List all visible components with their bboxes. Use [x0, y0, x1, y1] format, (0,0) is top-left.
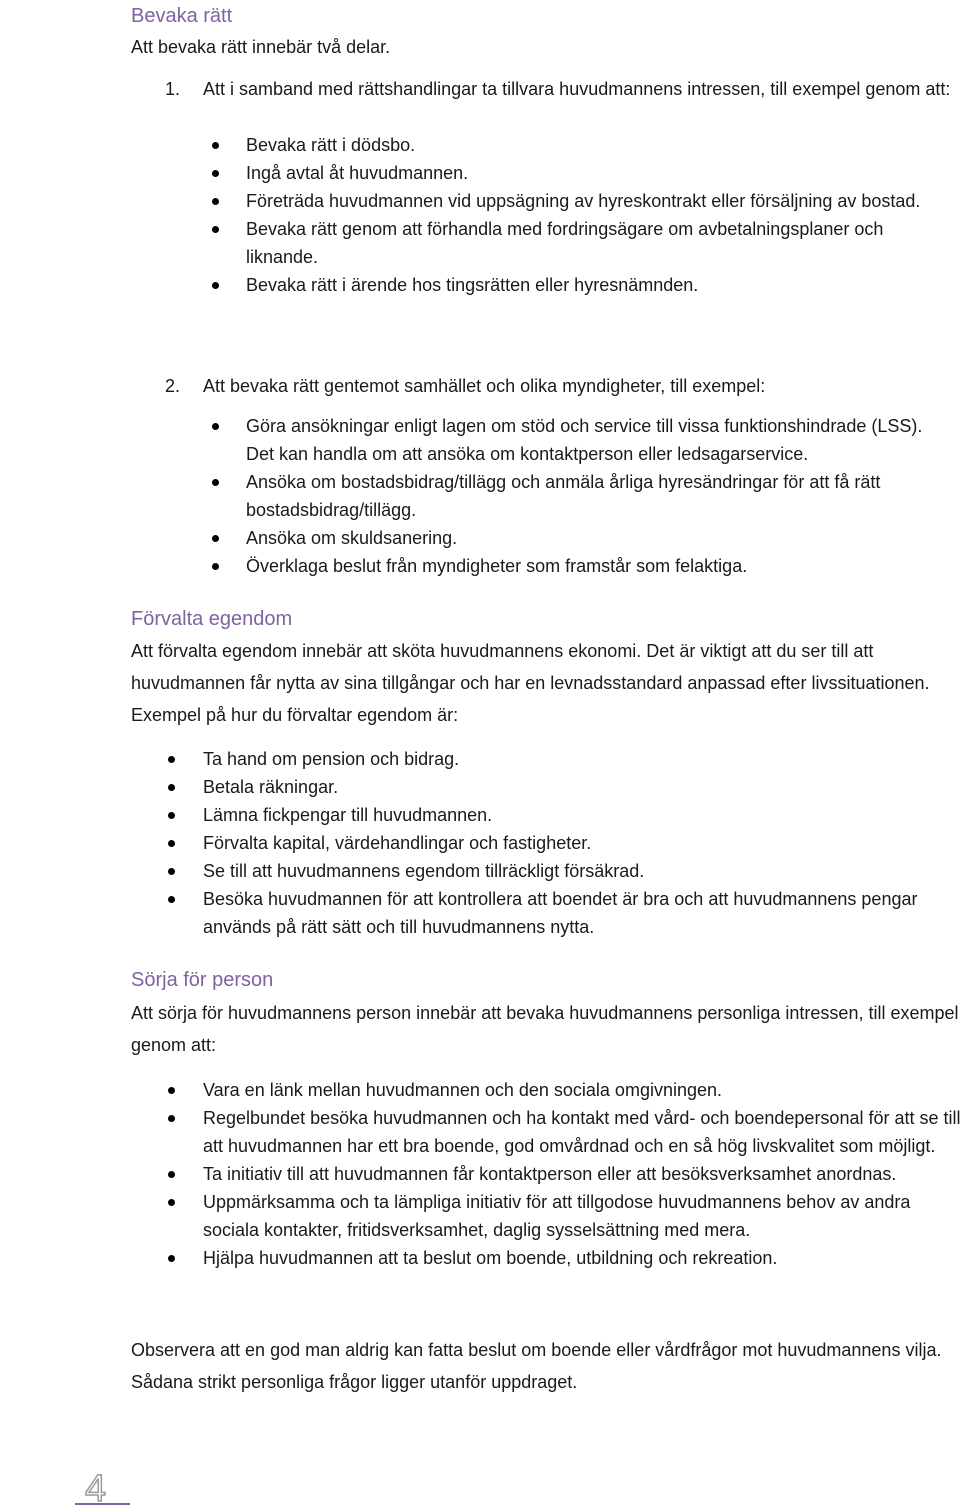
list-item: Betala räkningar.: [0, 773, 960, 801]
bullet-icon: [168, 840, 175, 847]
bullet-icon: [168, 896, 175, 903]
page-number: 4: [85, 1468, 107, 1506]
list-item: Överklaga beslut från myndigheter som framstår som felaktiga.: [0, 552, 951, 580]
list-item: Förvalta kapital, värdehandlingar och fastigheter.: [0, 829, 960, 857]
bullet-icon: [168, 1199, 175, 1206]
bullet-list: [0, 1076, 960, 1272]
section-heading-sorja-for-person: Sörja för person: [131, 969, 274, 991]
closing-note: Observera att en god man aldrig kan fatta beslut om boende eller vårdfrågor mot huvudmannens vilja. Sådana strikt personliga frågor ligger utanför uppdraget.: [131, 1340, 942, 1392]
item-number: 2.: [165, 376, 181, 396]
bullet-icon: [212, 423, 219, 430]
bullet-icon: [168, 1255, 175, 1262]
list-item: Lämna fickpengar till huvudmannen.: [0, 801, 960, 829]
section-heading-bevaka-ratt: Bevaka rätt: [131, 5, 233, 27]
bullet-icon: [212, 142, 219, 149]
section-heading-forvalta-egendom: Förvalta egendom: [131, 608, 293, 630]
list-item: Bevaka rätt genom att förhandla med fordringsägare om avbetalningsplaner och liknande.: [0, 215, 951, 271]
item-text: Att i samband med rättshandlingar ta tillvara huvudmannens intressen, till exempel genom att:: [203, 79, 951, 99]
section-intro: Att sörja för huvudmannens person innebär att bevaka huvudmannens personliga intressen, till exempel genom att:: [131, 1003, 959, 1055]
bullet-icon: [168, 868, 175, 875]
bullet-icon: [168, 1087, 175, 1094]
bullet-icon: [168, 1115, 175, 1122]
bullet-icon: [212, 479, 219, 486]
page-number-icon: [75, 1468, 135, 1506]
list-item: Bevaka rätt i ärende hos tingsrätten eller hyresnämnden.: [0, 271, 951, 299]
bullet-list: [0, 131, 951, 299]
bullet-icon: [168, 784, 175, 791]
item-text: Att bevaka rätt gentemot samhället och olika myndigheter, till exempel:: [203, 376, 766, 396]
bullet-icon: [168, 1171, 175, 1178]
list-item: Göra ansökningar enligt lagen om stöd och service till vissa funktionshindrade (LSS). Det kan handla om att ansöka om kontaktperson eller ledsagarservice.: [0, 412, 951, 468]
list-item: Ingå avtal åt huvudmannen.: [0, 159, 951, 187]
bullet-list: [0, 745, 960, 941]
bullet-icon: [212, 282, 219, 289]
bullet-icon: [212, 170, 219, 177]
list-item: Ta hand om pension och bidrag.: [0, 745, 960, 773]
section-intro: Att bevaka rätt innebär två delar.: [131, 37, 391, 57]
list-item: Hjälpa huvudmannen att ta beslut om boende, utbildning och rekreation.: [0, 1244, 960, 1272]
bullet-icon: [212, 535, 219, 542]
list-item: Ta initiativ till att huvudmannen får kontaktperson eller att besöksverksamhet anordnas.: [0, 1160, 960, 1188]
bullet-icon: [168, 812, 175, 819]
list-item: Bevaka rätt i dödsbo.: [0, 131, 951, 159]
section-intro: Att förvalta egendom innebär att sköta huvudmannens ekonomi. Det är viktigt att du ser till att huvudmannen får nytta av sina tillgångar och har en levnadsstandard anpassad efter livssituationen. Exempel på hur du förvaltar egendom är:: [131, 641, 930, 725]
bullet-icon: [212, 563, 219, 570]
bullet-icon: [212, 198, 219, 205]
list-item: Besöka huvudmannen för att kontrollera att boendet är bra och att huvudmannens pengar används på rätt sätt och till huvudmannens nytta.: [0, 885, 960, 941]
item-number: 1.: [165, 79, 181, 99]
list-item: Företräda huvudmannen vid uppsägning av hyreskontrakt eller försäljning av bostad.: [0, 187, 951, 215]
list-item: Vara en länk mellan huvudmannen och den sociala omgivningen.: [0, 1076, 960, 1104]
bullet-list: [0, 412, 951, 580]
bullet-icon: [168, 756, 175, 763]
list-item: Regelbundet besöka huvudmannen och ha kontakt med vård- och boendepersonal för att se till att huvudmannen har ett bra boende, god omvårdnad och en så hög livskvalitet som möjligt.: [0, 1104, 960, 1160]
list-item: Ansöka om bostadsbidrag/tillägg och anmäla årliga hyresändringar för att få rätt bostadsbidrag/tillägg.: [0, 468, 951, 524]
list-item: Uppmärksamma och ta lämpliga initiativ för att tillgodose huvudmannens behov av andra sociala kontakter, fritidsverksamhet, daglig sysselsättning med mera.: [0, 1188, 960, 1244]
list-item: Se till att huvudmannens egendom tillräckligt försäkrad.: [0, 857, 960, 885]
list-item: Ansöka om skuldsanering.: [0, 524, 951, 552]
bullet-icon: [212, 226, 219, 233]
